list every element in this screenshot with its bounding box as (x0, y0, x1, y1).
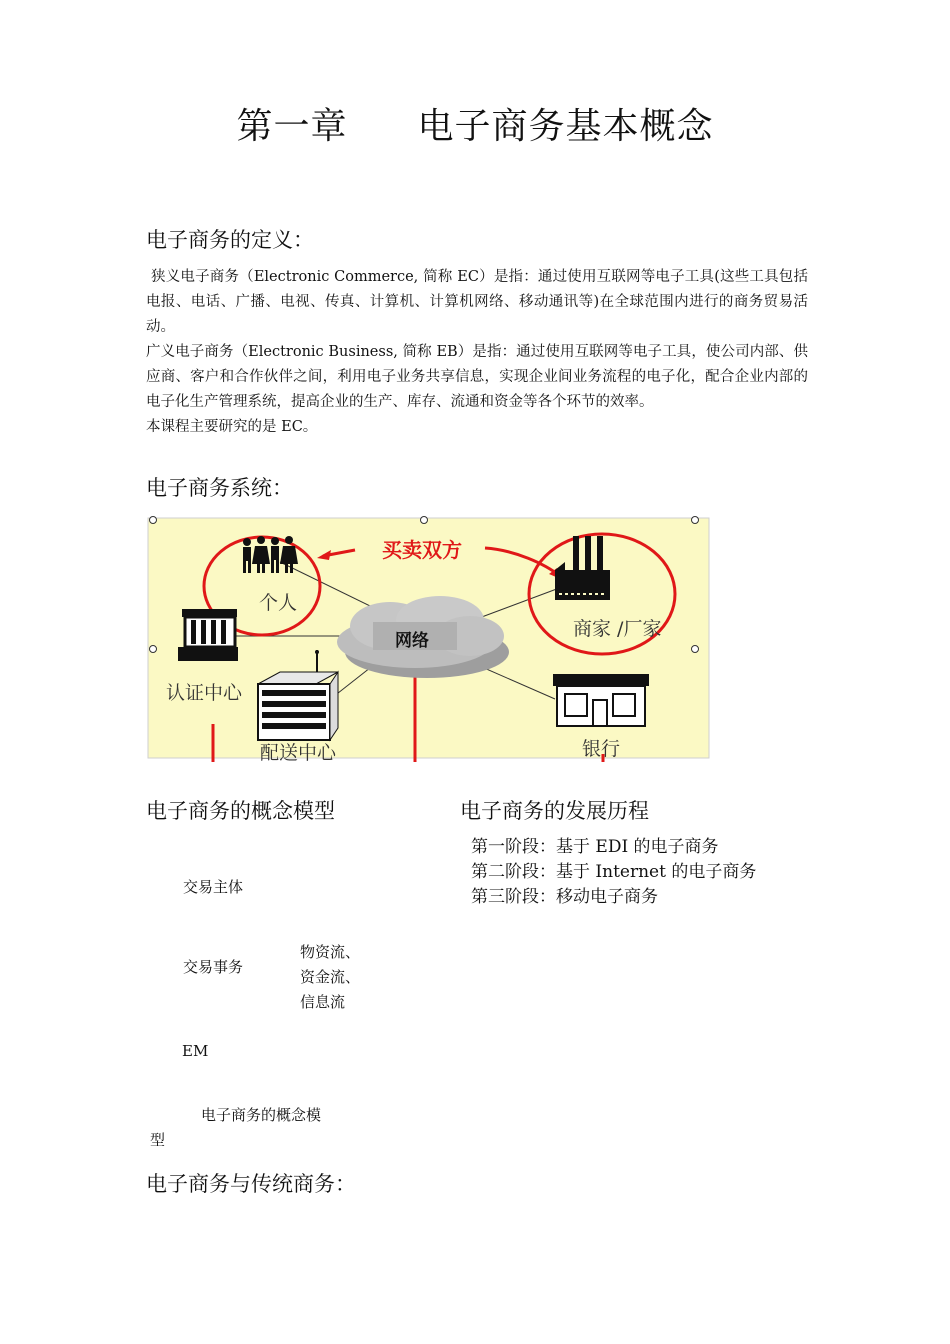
building-icon (178, 609, 238, 661)
course-focus: 本课程主要研究的是 EC。 (146, 419, 318, 435)
stage-2: 第二阶段：基于 Internet 的电子商务 (471, 862, 757, 882)
history-heading: 电子商务的发展历程 (460, 799, 649, 823)
delivery-center-label: 配送中心 (260, 742, 337, 764)
chapter-name: 电子商务基本概念 (417, 106, 714, 147)
concept-model-caption-cont: 型 (150, 1131, 166, 1149)
bank-label: 银行 (582, 738, 621, 760)
ecommerce-system-diagram (145, 514, 715, 762)
history-stages (471, 835, 756, 910)
flow-information: 信息流 (300, 993, 346, 1011)
stage-1: 第一阶段：基于 EDI 的电子商务 (471, 837, 719, 857)
definition-heading: 电子商务的定义： (146, 228, 314, 252)
chapter-number: 第一章 (236, 106, 348, 147)
chapter-title (0, 98, 950, 149)
concept-model-caption: 电子商务的概念模 (201, 1106, 322, 1124)
flow-material: 物资流、 (300, 943, 361, 961)
narrow-definition: 狭义电子商务（Electronic Commerce, 简称 EC）是指：通过使用互联网等电子工具(这些工具包括电报、电话、广播、电视、传真、计算机、计算机网络、移动通讯等)在全球范围内进行的商务贸易活动。 (146, 269, 808, 335)
flow-capital: 资金流、 (300, 968, 361, 986)
concept-model-heading: 电子商务的概念模型 (146, 799, 335, 823)
individual-label: 个人 (259, 592, 298, 614)
flow-list (300, 940, 360, 1015)
stage-3: 第三阶段：移动电子商务 (471, 887, 658, 907)
merchant-label: 商家 /厂家 (573, 618, 662, 640)
trade-affairs: 交易事务 (183, 958, 244, 976)
system-heading: 电子商务系统： (146, 476, 293, 500)
bank-icon (553, 674, 649, 726)
definition-body (146, 265, 808, 440)
cert-center-label: 认证中心 (166, 682, 243, 704)
trade-subject: 交易主体 (183, 878, 244, 896)
traditional-heading: 电子商务与传统商务： (146, 1172, 356, 1196)
broad-definition: 广义电子商务（Electronic Business, 简称 EB）是指：通过使用互联网等电子工具，使公司内部、供应商、客户和合作伙伴之间，利用电子业务共享信息，实现企业间业务流程的电子化，配合企业内部的电子化生产管理系统，提高企业的生产、库存、流通和资金等各个环节的效率。 (146, 344, 808, 410)
network-label: 网络 (395, 631, 429, 651)
em-label: EM (182, 1042, 209, 1060)
trade-parties-label: 买卖双方 (382, 538, 462, 562)
